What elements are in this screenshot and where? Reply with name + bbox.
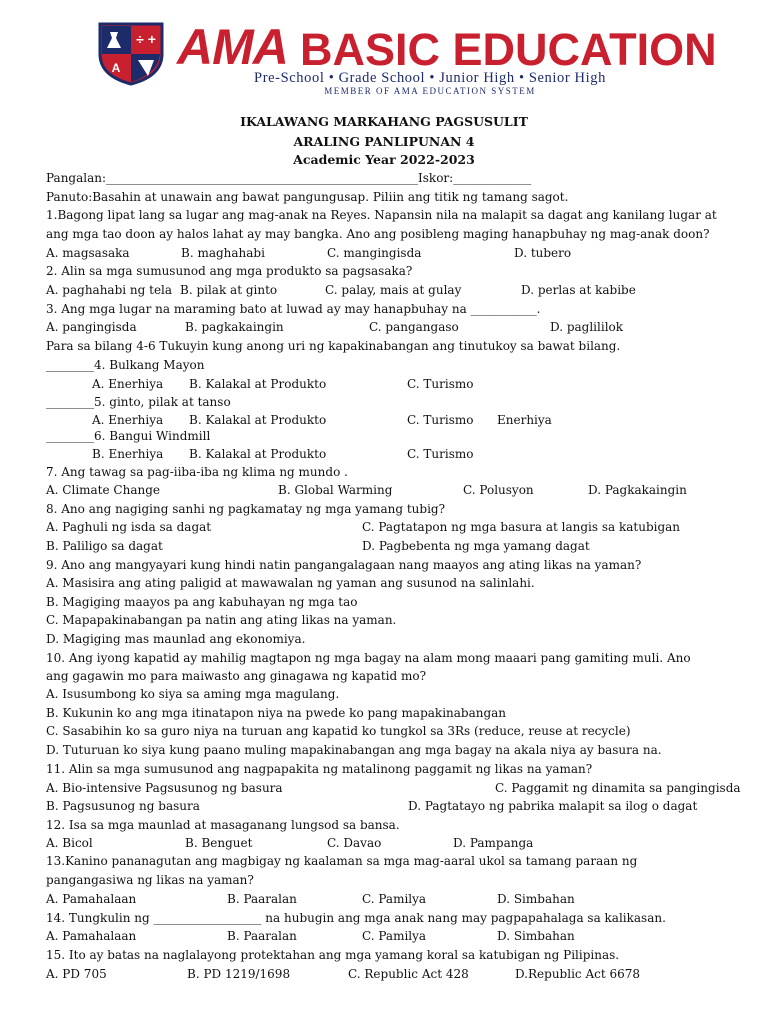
q14-choice-a: A. Pamahalaan — [46, 929, 137, 943]
svg-text:A: A — [111, 61, 121, 75]
q8-choice-d: D. Pagbebenta ng mga yamang dagat — [362, 539, 590, 553]
q11-choice-d: D. Pagtatayo ng pabrika malapit sa ilog o dagat — [408, 799, 698, 813]
question-10-line-1: 10. Ang iyong kapatid ay mahilig magtapon ng mga bagay na alam mong maaari pang gamiting muli. Ano — [46, 651, 691, 665]
q12-choice-c: C. Davao — [327, 836, 382, 850]
school-header — [0, 0, 768, 105]
q8-choice-c: C. Pagtatapon ng mga basura at langis sa katubigan — [362, 520, 681, 534]
q3-choice-c: C. pangangaso — [369, 320, 459, 334]
academic-year: Academic Year 2022-2023 — [293, 152, 475, 167]
question-15: 15. Ito ay batas na naglalayong protektahan ang mga yamang koral sa katubigan ng Pilipinas. — [46, 948, 620, 962]
q10-choice-d: D. Tuturuan ko siya kung paano muling mapakinabangan ang mga bagay na akala niya ay basura na. — [46, 743, 662, 757]
q6-choice-b-energy: B. Enerhiya — [92, 447, 164, 461]
exam-title: IKALAWANG MARKAHANG PAGSUSULIT — [240, 114, 528, 129]
brand-basic-education: BASIC EDUCATION — [300, 24, 717, 75]
q2-choice-d: D. perlas at kabibe — [521, 283, 636, 297]
question-6: ________6. Bangui Windmill — [46, 429, 211, 443]
q7-choice-d: D. Pagkakaingin — [588, 483, 687, 497]
member-line: MEMBER OF AMA EDUCATION SYSTEM — [324, 86, 536, 96]
q8-choice-b: B. Paliligo sa dagat — [46, 539, 163, 553]
school-levels-tagline: Pre-School • Grade School • Junior High • Senior High — [254, 70, 606, 86]
q11-choice-c: C. Paggamit ng dinamita sa pangingisda — [495, 781, 741, 795]
question-4: ________4. Bulkang Mayon — [46, 358, 205, 372]
q14-choice-d: D. Simbahan — [497, 929, 575, 943]
question-5: ________5. ginto, pilak at tanso — [46, 395, 231, 409]
q9-choice-c: C. Mapapakinabangan pa natin ang ating likas na yaman. — [46, 613, 397, 627]
q14-choice-b: B. Paaralan — [227, 929, 297, 943]
q13-choice-a: A. Pamahalaan — [46, 892, 137, 906]
q15-choice-a: A. PD 705 — [46, 967, 107, 981]
q12-choice-d: D. Pampanga — [453, 836, 534, 850]
q6-choice-b: B. Kalakal at Produkto — [189, 447, 327, 461]
q15-choice-d: D.Republic Act 6678 — [515, 967, 641, 981]
question-13-line-1: 13.Kanino pananagutan ang magbigay ng kaalaman sa mga mag-aaral ukol sa tamang paraan ng — [46, 854, 638, 868]
q13-choice-b: B. Paaralan — [227, 892, 297, 906]
question-9: 9. Ano ang mangyayari kung hindi natin pangangalagaan nang maayos ang ating likas na yaman? — [46, 558, 642, 572]
svg-text:÷ +: ÷ + — [136, 31, 156, 47]
q5-choice-a: A. Enerhiya — [92, 413, 164, 427]
question-7: 7. Ang tawag sa pag-iiba-iba ng klima ng mundo . — [46, 465, 348, 479]
question-13-line-2: pangangasiwa ng likas na yaman? — [46, 873, 254, 887]
q15-choice-c: C. Republic Act 428 — [348, 967, 469, 981]
question-11: 11. Alin sa mga sumusunod ang nagpapakita ng matalinong paggamit ng likas na yaman? — [46, 762, 593, 776]
q10-choice-b: B. Kukunin ko ang mga itinatapon niya na pwede ko pang mapakinabangan — [46, 706, 507, 720]
question-12: 12. Isa sa mga maunlad at masaganang lungsod sa bansa. — [46, 818, 400, 832]
question-1-line-1: 1.Bagong lipat lang sa lugar ang mag-anak na Reyes. Napansin nila na malapit sa dagat ang kanilang lugar at — [46, 208, 717, 222]
q4-choice-a: A. Enerhiya — [92, 377, 164, 391]
brand-ama: AMA — [177, 19, 288, 75]
q11-choice-b: B. Pagsusunog ng basura — [46, 799, 200, 813]
question-14: 14. Tungkulin ng __________________ na hubugin ang mga anak nang may pagpapahalaga sa kalikasan. — [46, 911, 666, 925]
q8-choice-a: A. Paghuli ng isda sa dagat — [46, 520, 212, 534]
q7-choice-a: A. Climate Change — [46, 483, 160, 497]
q4-choice-c: C. Turismo — [407, 377, 474, 391]
q1-choice-d: D. tubero — [514, 246, 572, 260]
q3-choice-d: D. paglililok — [550, 320, 624, 334]
question-8: 8. Ano ang nagiging sanhi ng pagkamatay ng mga yamang tubig? — [46, 502, 446, 516]
name-score-line: Pangalan:____________________________________________________Iskor:_____________ — [46, 171, 532, 185]
q12-choice-b: B. Benguet — [185, 836, 253, 850]
q4-choice-b: B. Kalakal at Produkto — [189, 377, 327, 391]
q3-choice-a: A. pangingisda — [46, 320, 137, 334]
subject-title: ARALING PANLIPUNAN 4 — [293, 134, 475, 149]
q7-choice-c: C. Polusyon — [463, 483, 534, 497]
q1-choice-b: B. maghahabi — [181, 246, 265, 260]
question-1-line-2: ang mga tao doon ay halos lahat ay may bangka. Ano ang posibleng maging hanapbuhay ng mag-anak doon? — [46, 227, 710, 241]
q10-choice-c: C. Sasabihin ko sa guro niya na turuan ang kapatid ko tungkol sa 3Rs (reduce, reuse at recycle) — [46, 724, 631, 738]
question-2: 2. Alin sa mga sumusunod ang mga produkto sa pagsasaka? — [46, 264, 413, 278]
q9-choice-a: A. Masisira ang ating paligid at mawawalan ng yaman ang susunod na salinlahi. — [46, 576, 535, 590]
q3-choice-b: B. pagkakaingin — [185, 320, 284, 334]
q1-choice-a: A. magsasaka — [46, 246, 130, 260]
q15-choice-b: B. PD 1219/1698 — [187, 967, 291, 981]
q12-choice-a: A. Bicol — [46, 836, 93, 850]
q13-choice-c: C. Pamilya — [362, 892, 427, 906]
school-shield-logo-icon — [96, 20, 166, 86]
q10-choice-a: A. Isusumbong ko siya sa aming mga magulang. — [46, 687, 340, 701]
q2-choice-c: C. palay, mais at gulay — [325, 283, 462, 297]
q9-choice-b: B. Magiging maayos pa ang kabuhayan ng mga tao — [46, 595, 358, 609]
question-10-line-2: ang gagawin mo para maiwasto ang ginagawa ng kapatid mo? — [46, 669, 427, 683]
questions-4-6-intro: Para sa bilang 4-6 Tukuyin kung anong uri ng kapakinabangan ang tinutukoy sa bawat bilang. — [46, 339, 621, 353]
q14-choice-c: C. Pamilya — [362, 929, 427, 943]
q13-choice-d: D. Simbahan — [497, 892, 575, 906]
q11-choice-a: A. Bio-intensive Pagsusunog ng basura — [46, 781, 283, 795]
q5-choice-c: C. Turismo — [407, 413, 474, 427]
q5-extra-choice: Enerhiya — [497, 413, 552, 427]
q1-choice-c: C. mangingisda — [327, 246, 422, 260]
q2-choice-b: B. pilak at ginto — [180, 283, 278, 297]
q5-choice-b: B. Kalakal at Produkto — [189, 413, 327, 427]
q7-choice-b: B. Global Warming — [278, 483, 393, 497]
q2-choice-a: A. paghahabi ng tela — [46, 283, 173, 297]
q9-choice-d: D. Magiging mas maunlad ang ekonomiya. — [46, 632, 306, 646]
q6-choice-c: C. Turismo — [407, 447, 474, 461]
instructions: Panuto:Basahin at unawain ang bawat pangungusap. Piliin ang titik ng tamang sagot. — [46, 190, 569, 204]
question-3: 3. Ang mga lugar na maraming bato at luwad ay may hanapbuhay na ___________. — [46, 302, 541, 316]
